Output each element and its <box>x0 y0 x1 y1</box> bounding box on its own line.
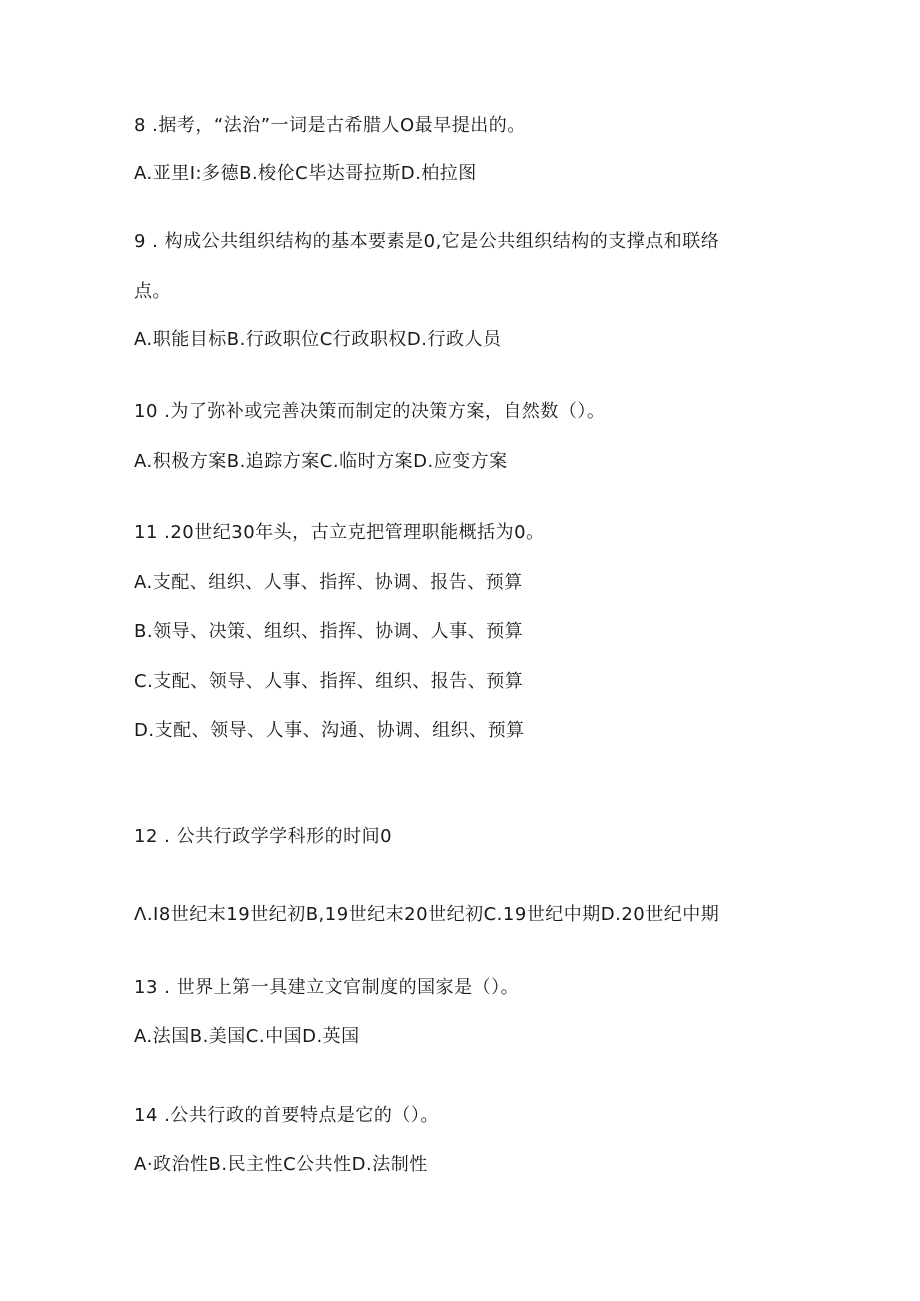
question-11-option-a: A.支配、组织、人事、指挥、协调、报告、预算 <box>134 572 523 593</box>
question-13-stem: 13 . 世界上第一具建立文官制度的国家是（）。 <box>134 977 520 998</box>
question-9-stem-continued: 点。 <box>134 281 171 302</box>
question-10-stem: 10 .为了弥补或完善决策而制定的决策方案，自然数（）。 <box>134 401 606 422</box>
question-12-stem: 12 . 公共行政学学科形的时间0 <box>134 826 393 847</box>
question-12-options: Λ.I8世纪末19世纪初B,19世纪末20世纪初C.19世纪中期D.20世纪中期 <box>134 904 720 925</box>
question-14-options: A·政治性B.民主性C公共性D.法制性 <box>134 1154 428 1175</box>
question-8-options: A.亚里I:多德B.梭伦C毕达哥拉斯D.柏拉图 <box>134 163 477 184</box>
question-9-options: A.职能目标B.行政职位C行政职权D.行政人员 <box>134 329 502 350</box>
question-11-option-d: D.支配、领导、人事、沟通、协调、组织、预算 <box>134 720 525 741</box>
question-9-stem: 9 . 构成公共组织结构的基本要素是0,它是公共组织结构的支撑点和联络 <box>134 231 720 252</box>
question-11-stem: 11 .20世纪30年头，古立克把管理职能概括为0。 <box>134 522 545 543</box>
question-11-option-b: B.领导、决策、组织、指挥、协调、人事、预算 <box>134 621 524 642</box>
question-11-option-c: C.支配、领导、人事、指挥、组织、报告、预算 <box>134 671 524 692</box>
question-10-options: A.积极方案B.追踪方案C.临时方案D.应变方案 <box>134 451 508 472</box>
question-14-stem: 14 .公共行政的首要特点是它的（）。 <box>134 1105 439 1126</box>
question-13-options: A.法国B.美国C.中国D.英国 <box>134 1026 360 1047</box>
question-8-stem: 8 .据考，“法治”一词是古希腊人O最早提出的。 <box>134 115 526 136</box>
